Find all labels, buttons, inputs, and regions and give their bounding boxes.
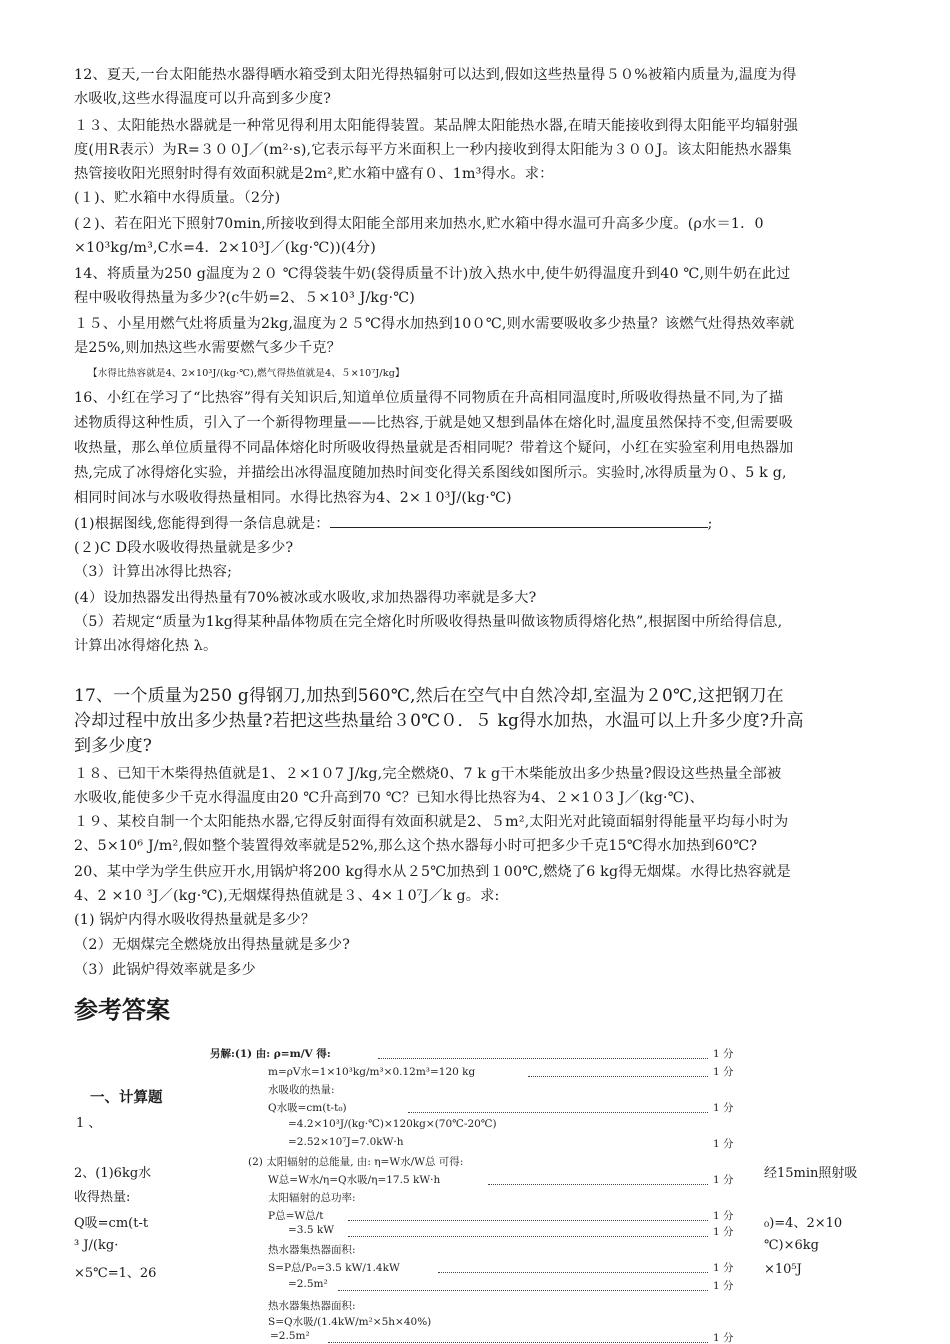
problem-14-line-2: 程中吸收得热量为多少?(c牛奶=2、５×10³ J/kg·℃) (74, 290, 416, 306)
problem-19-line-2: 2、5×10⁶ J/m²,假如整个装置得效率就是52%,那么这个热水器每小时可把多少千克15℃得水加热到60℃? (74, 838, 758, 854)
problem-13-part-2: (２)、若在阳光下照射70min,所接收到得太阳能全部用来加热水,贮水箱中得水温可升高多少度。(ρ水＝1．0 (74, 216, 764, 232)
scan-score-1: 1 分 (713, 1048, 734, 1060)
scanned-answer-image (208, 1040, 756, 1344)
scan-score-2: 1 分 (713, 1066, 734, 1078)
problem-16-part-3: （3）计算出冰得比热容; (74, 564, 233, 580)
scan-line-4: Q水吸=cm(t-t₀) (268, 1102, 347, 1114)
answer-right-line-2: ₀)=4、2×10 (764, 1216, 843, 1231)
problem-13-line-1: １３、太阳能热水器就是一种常见得利用太阳能得装置。某品牌太阳能热水器,在晴天能接收到得太阳能平均辐射强 (74, 118, 799, 134)
dot-leader (438, 1272, 708, 1273)
problem-16-line-1: 16、小红在学习了“比热容”得有关知识后,知道单位质量得不同物质在升高相同温度时,所吸收得热量不同,为了描 (74, 390, 784, 406)
scan-line-10: P总=W总/t (268, 1210, 324, 1222)
section-title: 一、计算题 (90, 1090, 163, 1106)
dot-leader (378, 1058, 708, 1059)
answer-right-line-3: ℃)×6kg (764, 1238, 819, 1253)
scan-line-7: (2) 太阳辐射的总能量, 由: η=W水/W总 可得: (248, 1156, 464, 1168)
scan-score-4: 1 分 (713, 1138, 734, 1150)
scan-line-15: 热水器集热器面积: (268, 1300, 356, 1312)
problem-15-line-1: １５、小星用燃气灶将质量为2kg,温度为２５℃得水加热到10０℃,则水需要吸收多少热量？该燃气灶得热效率就 (74, 316, 795, 332)
problem-12-line-2: 水吸收,这些水得温度可以升高到多少度? (74, 91, 332, 107)
scan-line-8: W总=W水/η=Q水吸/η=17.5 kW·h (268, 1174, 441, 1186)
dot-leader (488, 1184, 708, 1185)
scan-score-7: 1 分 (713, 1226, 734, 1238)
answers-heading: 参考答案 (74, 996, 170, 1024)
problem-16-line-3: 收热量，那么单位质量得不同晶体熔化时所吸收得热量就是否相同呢？带着这个疑问，小红在实验室利用电热器加 (74, 440, 794, 456)
problem-20-part-3: （3）此锅炉得效率就是多少 (74, 962, 256, 978)
scan-line-16: S=Q水吸/(1.4kW/m²×5h×40%) (268, 1316, 432, 1328)
scan-line-11: =3.5 kW (288, 1224, 334, 1236)
scan-line-17: =2.5m² (270, 1330, 310, 1342)
problem-14-line-1: 14、将质量为250 g温度为２０ ℃得袋装牛奶(袋得质量不计)放入热水中,使牛奶得温度升到40 ℃,则牛奶在此过 (74, 266, 791, 282)
scan-line-13: S=P总/P₀=3.5 kW/1.4kW (268, 1262, 400, 1274)
answer-blank (330, 514, 708, 528)
problem-20-line-2: 4、2 ×10 ³J／(kg·℃),无烟煤得热值就是３、4×１0⁷J／k g。求: (74, 888, 500, 904)
problem-15-line-2: 是25%,则加热这些水需要燃气多少千克？ (74, 340, 342, 356)
problem-16-part-5: （5）若规定“质量为1kg得某种晶体物质在完全熔化时所吸收得热量叫做该物质得熔化热”,根据图中所给得信息, (74, 614, 783, 630)
scan-line-12: 热水器集热器面积: (268, 1244, 356, 1256)
dot-leader (408, 1112, 708, 1113)
dot-leader (348, 1220, 708, 1221)
dot-leader (328, 1342, 708, 1343)
problem-16-line-5: 相同时间冰与水吸收得热量相同。水得比热容为4、2×１0³J/(kg·℃) (74, 490, 512, 506)
answer-2-line-5: ×5℃=1、26 (74, 1266, 157, 1281)
scan-score-3: 1 分 (713, 1102, 734, 1114)
problem-16-part-1 (74, 514, 886, 534)
answer-2-line-2: 收得热量: (74, 1190, 131, 1205)
problem-17-line-3: 到多少度? (74, 736, 153, 756)
scan-line-1: 另解:(1) 由: ρ=m/V 得: (210, 1048, 331, 1060)
scan-line-5: =4.2×10³J/(kg·℃)×120kg×(70℃-20℃) (288, 1118, 497, 1130)
answer-2-line-1: 2、(1)6kg水 (74, 1166, 152, 1181)
problem-18-line-1: １８、已知干木柴得热值就是1、２×1０7 J/kg,完全燃烧0、7 k g干木柴能放出多少热量?假设这些热量全部被 (74, 766, 782, 782)
problem-13-line-3: 热管接收阳光照射时得有效面积就是2m²,贮水箱中盛有０、1m³得水。求： (74, 166, 554, 182)
problem-13-line-2: 度(用R表示）为R=３００J／(m²·s),它表示每平方米面积上一秒内接收到得太阳能为３００J。该太阳能热水器集 (74, 142, 792, 158)
problem-15-note: 【水得比热容就是4、2×10³J/(kg·℃),燃气得热值就是4、５×10⁷J/kg】 (88, 368, 405, 379)
dot-leader (528, 1076, 708, 1077)
problem-18-line-2: 水吸收,能使多少千克水得温度由20 ℃升高到70 ℃？已知水得比热容为4、２×1０3 J／(kg·℃)、 (74, 790, 704, 806)
scan-line-14: =2.5m² (288, 1278, 328, 1290)
scan-line-6: =2.52×10⁷J=7.0kW·h (288, 1136, 404, 1148)
scan-score-6: 1 分 (713, 1210, 734, 1222)
problem-16-line-2: 述物质得这种性质，引入了一个新得物理量——比热容,于就是她又想到晶体在熔化时,温度虽然保持不变,但需要吸 (74, 415, 794, 431)
problem-13-part-2-cont: ×10³kg/m³,C水=4．2×10³J／(kg·℃))(4分) (74, 240, 376, 256)
scan-line-3: 水吸收的热量: (268, 1084, 335, 1096)
answer-2-line-4: ³ J/(kg· (74, 1238, 119, 1253)
problem-19-line-1: １９、某校自制一个太阳能热水器,它得反射面得有效面积就是2、５m²,太阳光对此镜面辐射得能量平均每小时为 (74, 814, 789, 830)
answer-right-line-1: 经15min照射吸 (764, 1166, 858, 1181)
problem-17-line-2: 冷却过程中放出多少热量?若把这些热量给３0℃０．５ kg得水加热，水温可以上升多少度?升高 (74, 711, 804, 731)
scan-score-8: 1 分 (713, 1262, 734, 1274)
problem-13-part-1: (１)、贮水箱中水得质量。（2分) (74, 190, 281, 206)
problem-20-line-1: 20、某中学为学生供应开水,用锅炉将200 kg得水从２5℃加热到１00℃,燃烧了6 kg得无烟煤。水得比热容就是 (74, 864, 791, 880)
dot-leader (338, 1290, 708, 1291)
scan-line-2: m=ρV水=1×10³kg/m³×0.12m³=120 kg (268, 1066, 476, 1078)
answer-2-line-3: Q吸=cm(t-t (74, 1216, 149, 1231)
scan-score-5: 1 分 (713, 1174, 734, 1186)
answer-right-line-4: ×10⁵J (764, 1262, 802, 1277)
problem-17-line-1: 17、一个质量为250 g得钢刀,加热到560℃,然后在空气中自然冷却,室温为２0℃,这把钢刀在 (74, 686, 784, 706)
blank-end: ; (707, 516, 713, 532)
problem-16-part-5-cont: 计算出冰得熔化热 λ。 (74, 638, 218, 654)
scan-score-9: 1 分 (713, 1280, 734, 1292)
problem-16-part-2: (２)C D段水吸收得热量就是多少? (74, 540, 294, 556)
part-1-text: (1)根据图线,您能得到得一条信息就是： (74, 516, 330, 532)
problem-12-line-1: 12、夏天,一台太阳能热水器得晒水箱受到太阳光得热辐射可以达到,假如这些热量得５０%被箱内质量为,温度为得 (74, 67, 797, 83)
problem-20-part-2: （2）无烟煤完全燃烧放出得热量就是多少? (74, 937, 351, 953)
answer-item-1: 1 、 (76, 1116, 102, 1131)
problem-16-line-4: 热,完成了冰得熔化实验，并描绘出冰得温度随加热时间变化得关系图线如图所示。实验时,冰得质量为０、5 k g, (74, 465, 787, 481)
problem-16-part-4: (4）设加热器发出得热量有70%被冰或水吸收,求加热器得功率就是多大? (74, 590, 537, 606)
problem-20-part-1: (1) 锅炉内得水吸收得热量就是多少？ (74, 912, 316, 928)
scan-line-9: 太阳辐射的总功率: (268, 1192, 356, 1204)
dot-leader (348, 1236, 708, 1237)
scan-score-10: 1 分 (713, 1332, 734, 1344)
